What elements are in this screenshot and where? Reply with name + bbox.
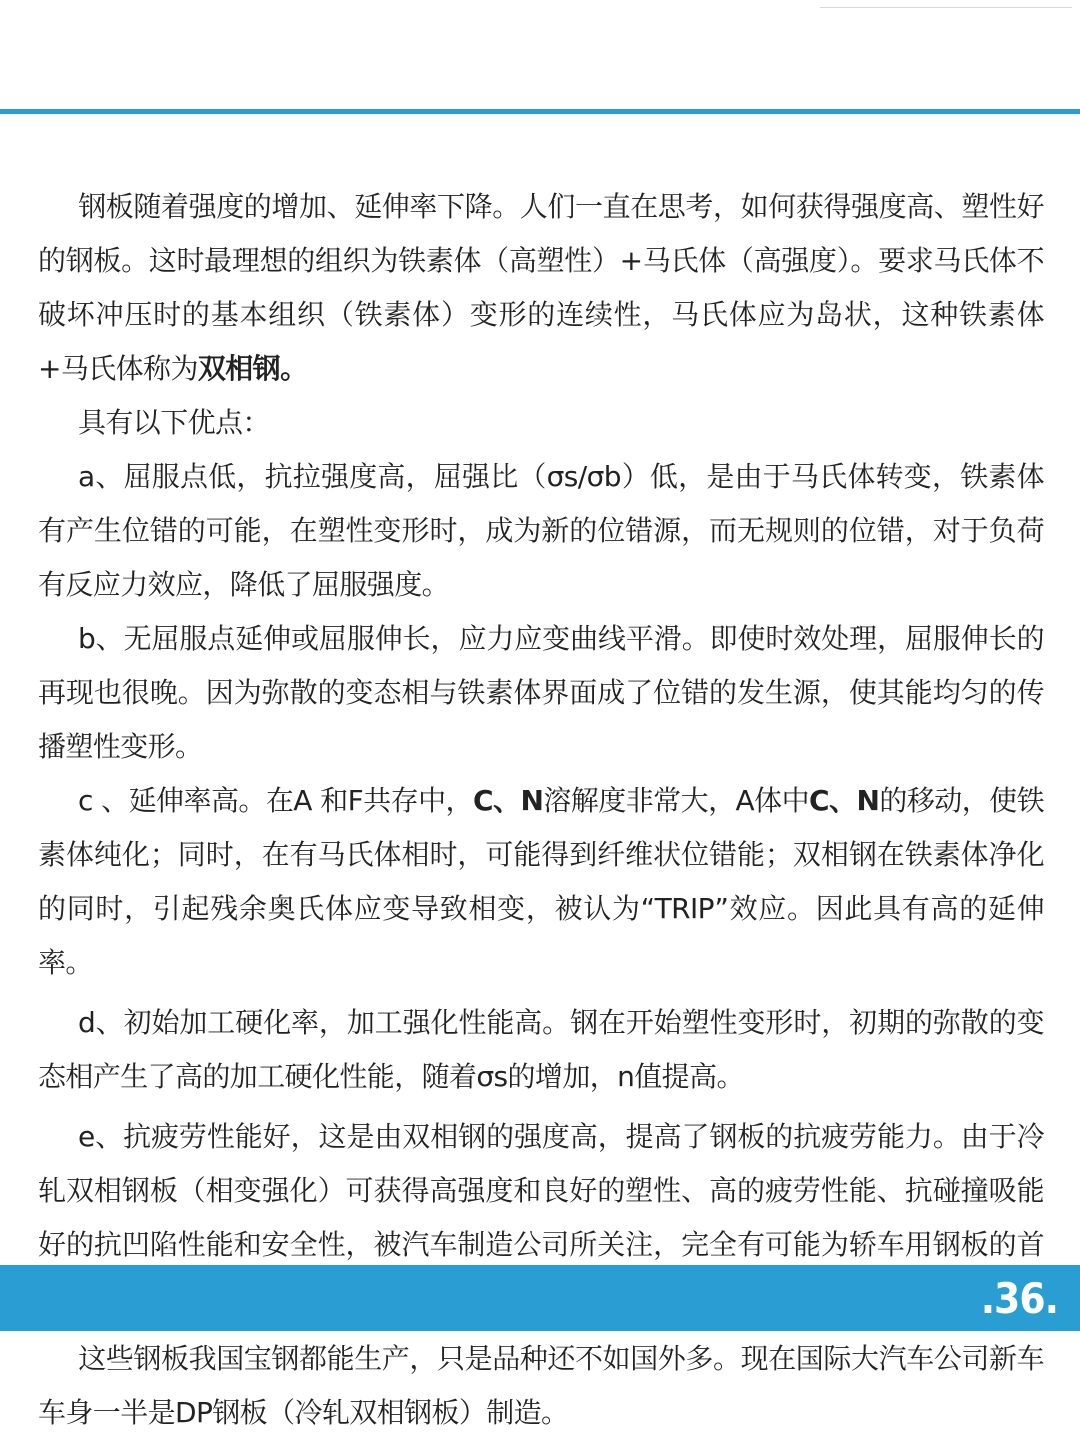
closing-text: 这些钢板我国宝钢都能生产，只是品种还不如国外多。现在国际大汽车公司新车车身一半是DP钢板（冷轧双相钢板）制造。 bbox=[38, 1342, 1044, 1429]
point-c-text-1: c 、延伸率高。在A 和F共存中， bbox=[78, 784, 474, 817]
paragraph-advantages-heading bbox=[38, 396, 1044, 450]
point-c-text-2: 溶解度非常大，A体中 bbox=[543, 784, 810, 817]
paragraph-point-c bbox=[38, 774, 1044, 990]
intro-text: 钢板随着强度的增加、延伸率下降。人们一直在思考，如何获得强度高、塑性好的钢板。这时最理想的组织为铁素体（高塑性）+马氏体（高强度）。要求马氏体不破坏冲压时的基本组织（铁素体）变形的连续性，马氏体应为岛状，这种铁素体+马氏体称为 bbox=[38, 190, 1044, 385]
point-b-text: b、无屈服点延伸或屈服伸长，应力应变曲线平滑。即使时效处理，屈服伸长的再现也很晚。因为弥散的变态相与铁素体界面成了位错的发生源，使其能均匀的传播塑性变形。 bbox=[38, 622, 1044, 763]
advantages-heading: 具有以下优点： bbox=[78, 406, 270, 439]
paragraph-closing bbox=[38, 1332, 1044, 1440]
point-c-text-3: 的移动，使铁素体纯化；同时，在有马氏体相时，可能得到纤维状位错能；双相钢在铁素体净化的同时，引起残余奥氏体应变导致相变，被认为“TRIP”效应。因此具有高的延伸率。 bbox=[38, 784, 1045, 979]
dual-phase-steel-term: 双相钢。 bbox=[197, 352, 308, 385]
header-rule bbox=[0, 109, 1080, 114]
paragraph-point-b bbox=[38, 612, 1044, 774]
point-e-text: e、抗疲劳性能好，这是由双相钢的强度高，提高了钢板的抗疲劳能力。由于冷轧双相钢板（相变强化）可获得高强度和良好的塑性、高的疲劳性能、抗碰撞吸能好的抗凹陷性能和安全性，被汽车制造公司所关注，完全有可能为轿车用钢板的首 bbox=[38, 1120, 1044, 1261]
paragraph-intro bbox=[38, 180, 1044, 396]
footer-bar bbox=[0, 1265, 1080, 1331]
top-divider-line bbox=[820, 7, 1072, 8]
point-c-bold-2: C、N bbox=[809, 784, 880, 817]
paragraph-point-a bbox=[38, 450, 1044, 612]
point-a-text: a、屈服点低，抗拉强度高，屈强比（σs/σb）低，是由于马氏体转变，铁素体有产生位错的可能，在塑性变形时，成为新的位错源，而无规则的位错，对于负荷有反应力效应，降低了屈服强度。 bbox=[38, 460, 1044, 601]
point-d-text: d、初始加工硬化率，加工强化性能高。钢在开始塑性变形时，初期的弥散的变态相产生了高的加工硬化性能，随着σs的增加，n值提高。 bbox=[38, 1006, 1044, 1093]
page-number: .36. bbox=[980, 1274, 1058, 1323]
article-body bbox=[38, 180, 1044, 1440]
point-c-bold-1: C、N bbox=[473, 784, 544, 817]
paragraph-point-d bbox=[38, 996, 1044, 1104]
